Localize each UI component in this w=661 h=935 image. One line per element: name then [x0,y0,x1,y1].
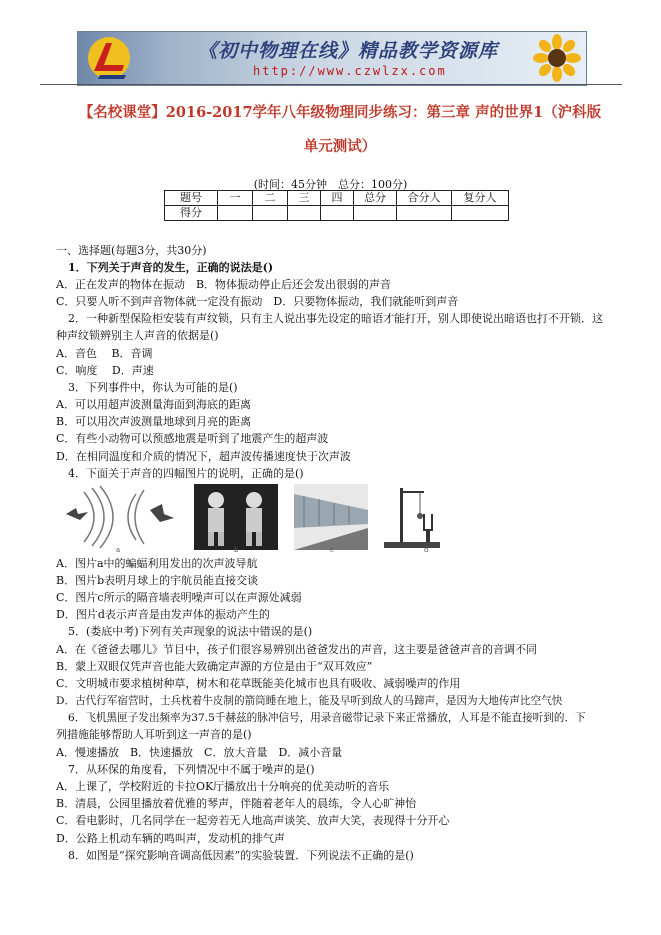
option-line: D．在相同温度和介质的情况下，超声波传播速度快于次声波 [56,450,351,463]
caption-b: b [234,546,239,554]
sound-barrier-image [294,484,368,550]
banner-url[interactable]: http://www.czwlzx.com [253,64,447,78]
table-cell[interactable] [288,206,321,221]
exam-meta: (时间：45分钟 总分：100分) [253,178,408,191]
table-cell: 题号 [165,191,218,206]
table-cell[interactable] [321,206,354,221]
tuning-fork-image [380,484,444,550]
question-6-cont: 列措施能够帮助人耳听到这一声音的是() [56,728,252,741]
option-line: A．在《爸爸去哪儿》节目中，孩子们很容易辨别出爸爸发出的声音，这主要是爸爸声音的音调不同 [56,643,537,656]
option-line: B．蒙上双眼仅凭声音也能大致确定声源的方位是由于“双耳效应” [56,660,373,673]
table-cell[interactable] [452,206,509,221]
option-line: A．慢速播放 B．快速播放 C．放大音量 D．减小音量 [56,746,343,759]
option-line: C．响度 D．声速 [56,364,154,377]
site-logo [86,35,132,81]
caption-a: a [116,546,121,554]
table-cell[interactable] [253,206,288,221]
question-2-cont: 种声纹锁辨别主人声音的依据是() [56,329,219,342]
table-cell[interactable] [218,206,253,221]
title-line-2: 单元测试） [303,138,377,155]
table-cell: 得分 [165,206,218,221]
option-line: B．可以用次声波测量地球到月亮的距离 [56,415,252,428]
table-cell[interactable] [397,206,452,221]
table-cell: 合分人 [397,191,452,206]
document-title [60,96,620,164]
option-line: A．可以用超声波测量海面到海底的距离 [56,398,251,411]
score-table [164,190,509,221]
option-line: A．正在发声的物体在振动 B．物体振动停止后还会发出很弱的声音 [56,278,392,291]
option-line: B．图片b表明月球上的宇航员能直接交谈 [56,574,259,587]
option-line: C．有些小动物可以预感地震是听到了地震产生的超声波 [56,432,329,445]
caption-c: c [330,546,334,554]
question-6: 6．飞机黑匣子发出频率为37.5千赫兹的脉冲信号，用录音磁带记录下来正常播放，人耳是不能直接听到的．下 [68,712,586,724]
question-3: 3．下列事件中，你认为可能的是() [68,381,238,394]
question-7: 7．从环保的角度看，下列情况中不属于噪声的是() [68,763,315,776]
question-2: 2．一种新型保险柜安装有声纹锁，只有主人说出事先设定的暗语才能打开，别人即使说出暗语也打不开锁．这 [68,312,603,325]
astronauts-image [194,484,278,550]
section-heading: 一、选择题(每题3分，共30分) [56,244,207,257]
score-row [165,206,509,221]
table-cell: 总分 [354,191,397,206]
sunflower-image [532,34,582,82]
header-banner [77,31,587,86]
score-header-row [165,191,509,206]
option-line: C．只要人听不到声音物体就一定没有振动 D．只要物体振动，我们就能听到声音 [56,295,459,308]
table-cell: 二 [253,191,288,206]
question-4-pictures [64,484,444,552]
caption-d: d [424,546,429,554]
question-8: 8．如图是“探究影响音调高低因素”的实验装置．下列说法不正确的是() [68,849,414,862]
table-cell: 一 [218,191,253,206]
banner-title: 《初中物理在线》精品教学资源库 [198,40,499,62]
option-line: A．上课了，学校附近的卡拉OK厅播放出十分响亮的优美动听的音乐 [56,780,390,793]
option-line: B．清晨，公园里播放着优雅的琴声，伴随着老年人的晨练，令人心旷神怡 [56,797,417,810]
bat-echolocation-image [64,484,176,550]
option-line: C．看电影时，几名同学在一起旁若无人地高声谈笑、放声大笑，表现得十分开心 [56,814,450,827]
option-line: C．图片c所示的隔音墙表明噪声可以在声源处减弱 [56,591,302,604]
question-1: 1．下列关于声音的发生，正确的说法是() [68,261,274,274]
table-cell: 复分人 [452,191,509,206]
option-line: A．音色 B．音调 [56,347,153,360]
table-cell[interactable] [354,206,397,221]
table-cell: 三 [288,191,321,206]
option-line: D．公路上机动车辆的鸣叫声，发动机的排气声 [56,832,285,845]
option-line: A．图片a中的蝙蝠利用发出的次声波导航 [56,557,258,570]
option-line: D．古代行军宿营时，士兵枕着牛皮制的箭筒睡在地上，能及早听到敌人的马蹄声，是因为大地传声比空气快 [56,695,563,707]
title-line-1: 【名校课堂】2016-2017学年八年级物理同步练习：第三章 声的世界1（沪科版 [78,104,602,121]
question-5: 5．(娄底中考)下列有关声现象的说法中错误的是() [68,625,313,638]
option-line: D．图片d表示声音是由发声体的振动产生的 [56,608,270,621]
header-rule [40,84,622,85]
question-4: 4．下面关于声音的四幅图片的说明，正确的是() [68,467,304,480]
table-cell: 四 [321,191,354,206]
option-line: C．文明城市要求植树种草，树木和花草既能美化城市也具有吸收、减弱噪声的作用 [56,677,461,690]
